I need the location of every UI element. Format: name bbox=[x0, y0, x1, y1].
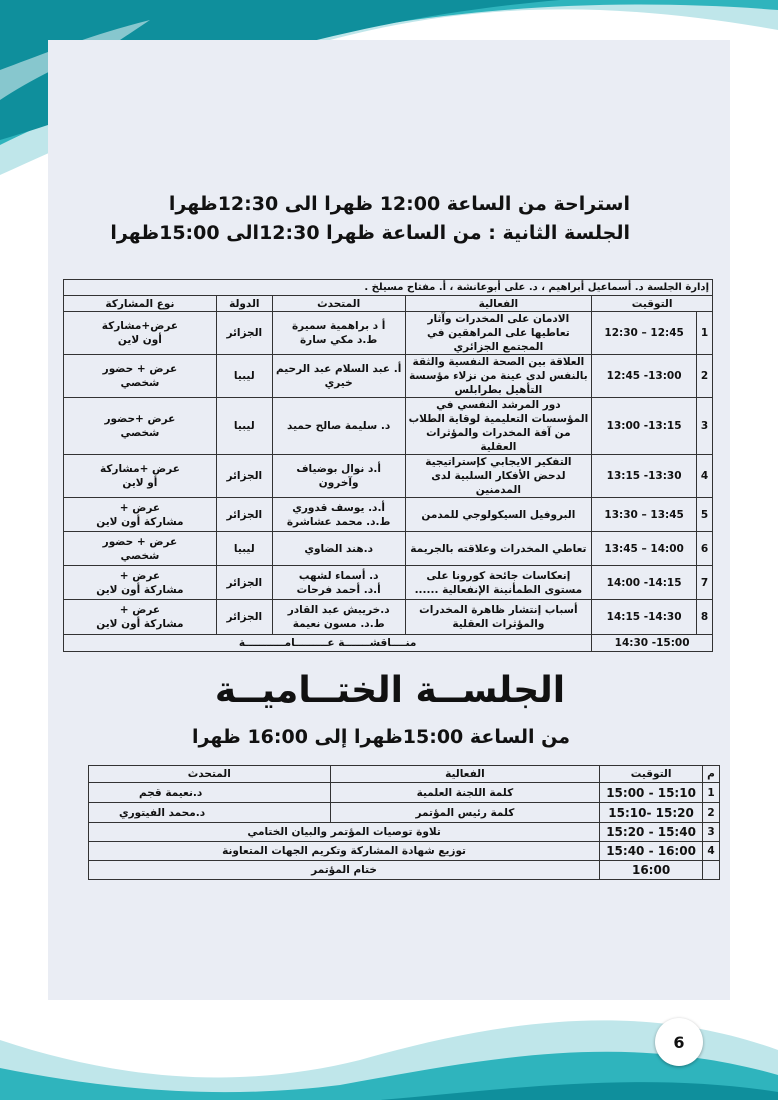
row-country: ليبيا bbox=[216, 532, 272, 566]
col-speaker: المتحدث bbox=[89, 766, 331, 783]
table-row bbox=[64, 312, 713, 355]
row-type: عرض +مشاركة أو لاين bbox=[64, 455, 217, 498]
break-heading: استراحة من الساعة 12:00 ظهرا الى 12:30ظهرا bbox=[168, 193, 630, 215]
row-number: 3 bbox=[703, 823, 720, 842]
row-number: 3 bbox=[697, 398, 713, 455]
row-time: 15:20 - 15:40 bbox=[600, 823, 703, 842]
table-row bbox=[89, 842, 720, 861]
row-country: ليبيا bbox=[216, 355, 272, 398]
row-speaker: أ.د. يوسف قدوري ط.د. محمد عشاشرة bbox=[272, 498, 405, 532]
row-activity: إنعكاسات جائحة كورونا على مستوى الطمأنينة الإنفعالية ...... bbox=[405, 566, 592, 600]
row-number: 7 bbox=[697, 566, 713, 600]
row-type: عرض + حضور شخصي bbox=[64, 355, 217, 398]
row-country: الجزائر bbox=[216, 312, 272, 355]
row-number: 8 bbox=[697, 600, 713, 635]
row-number: 2 bbox=[697, 355, 713, 398]
row-time: 15:10- 15:20 bbox=[600, 803, 703, 823]
row-type: عرض + حضور شخصي bbox=[64, 532, 217, 566]
row-activity: التفكير الايجابي كإستراتيجية لدحض الأفكار السلبية لدى المدمنين bbox=[405, 455, 592, 498]
row-speaker: د. أسماء لشهب أ.د. أحمد فرحات bbox=[272, 566, 405, 600]
row-number: 1 bbox=[697, 312, 713, 355]
row-number: 6 bbox=[697, 532, 713, 566]
row-time: 14:15 -14:30 bbox=[592, 600, 697, 635]
row-country: الجزائر bbox=[216, 498, 272, 532]
row-number: 1 bbox=[703, 783, 720, 803]
row-number: 2 bbox=[703, 803, 720, 823]
row-activity: البروفيل السيكولوجي للمدمن bbox=[405, 498, 592, 532]
table-row bbox=[89, 803, 720, 823]
row-time: 13:15 -13:30 bbox=[592, 455, 697, 498]
col-type: نوع المشاركة bbox=[64, 296, 217, 312]
row-country: ليبيا bbox=[216, 398, 272, 455]
row-time: 12:30 – 12:45 bbox=[592, 312, 697, 355]
row-number: 4 bbox=[697, 455, 713, 498]
discussion-row bbox=[64, 635, 713, 652]
row-time: 13:30 – 13:45 bbox=[592, 498, 697, 532]
col-country: الدولة bbox=[216, 296, 272, 312]
row-number: 5 bbox=[697, 498, 713, 532]
table-row bbox=[89, 823, 720, 842]
table-row bbox=[64, 398, 713, 455]
table-row bbox=[64, 532, 713, 566]
row-activity: أسباب إنتشار ظاهرة المخدرات والمؤثرات العقلية bbox=[405, 600, 592, 635]
row-country: الجزائر bbox=[216, 600, 272, 635]
session2-heading: الجلسة الثانية : من الساعة ظهرا 12:30الى 15:00ظهرا bbox=[110, 222, 630, 244]
col-activity: الفعالية bbox=[330, 766, 599, 783]
row-time: 13:45 – 14:00 bbox=[592, 532, 697, 566]
row-activity: ختام المؤتمر bbox=[89, 861, 600, 880]
col-time: التوقيت bbox=[592, 296, 713, 312]
row-speaker: أ د براهمية سميرة ط.د مكي سارة bbox=[272, 312, 405, 355]
row-activity: كلمة رئيس المؤتمر bbox=[330, 803, 599, 823]
row-country: الجزائر bbox=[216, 455, 272, 498]
row-activity: تعاطي المخدرات وعلاقته بالجريمة bbox=[405, 532, 592, 566]
row-type: عرض+مشاركة أون لاين bbox=[64, 312, 217, 355]
row-activity: الادمان على المخدرات وآثار تعاطيها على المراهقين في المجتمع الجزائري bbox=[405, 312, 592, 355]
row-activity: كلمة اللجنة العلمية bbox=[330, 783, 599, 803]
table-header bbox=[64, 296, 713, 312]
page-number: 6 bbox=[655, 1018, 703, 1066]
row-speaker: د. سليمة صالح حميد bbox=[272, 398, 405, 455]
row-time: 16:00 bbox=[600, 861, 703, 880]
row-type: عرض +حضور شخصي bbox=[64, 398, 217, 455]
row-time: 12:45 -13:00 bbox=[592, 355, 697, 398]
row-time: 14:00 -14:15 bbox=[592, 566, 697, 600]
table-row bbox=[64, 455, 713, 498]
row-number: 4 bbox=[703, 842, 720, 861]
row-time: 15:40 - 16:00 bbox=[600, 842, 703, 861]
row-speaker: أ. عبد السلام عبد الرحيم خيري bbox=[272, 355, 405, 398]
discussion-label: منــــاقشـــــــة عـــــــــامـــــــــــة bbox=[64, 635, 592, 652]
row-activity: توزيع شهادة المشاركة وتكريم الجهات المتعاونة bbox=[89, 842, 600, 861]
row-activity: دور المرشد النفسي في المؤسسات التعليمية لوقاية الطلاب من آفة المخدرات والمؤثرات العقلية bbox=[405, 398, 592, 455]
col-activity: الفعالية bbox=[405, 296, 592, 312]
row-time: 15:00 - 15:10 bbox=[600, 783, 703, 803]
col-time: التوقيت bbox=[600, 766, 703, 783]
table-row bbox=[64, 355, 713, 398]
closing-title: الجلســة الختــاميــة bbox=[214, 670, 566, 711]
session2-table bbox=[63, 279, 713, 652]
row-country: الجزائر bbox=[216, 566, 272, 600]
row-time: 13:00 -13:15 bbox=[592, 398, 697, 455]
row-speaker: د.محمد الفيتوري bbox=[89, 803, 331, 823]
table-row bbox=[89, 861, 720, 880]
session-chair: إدارة الجلسة د. أسماعيل أبراهيم ، د. على أبوعانشة ، أ. مفتاح مسيلخ . bbox=[64, 280, 713, 296]
table-row bbox=[64, 566, 713, 600]
row-activity: العلاقة بين الصحة النفسية والثقة بالنفس لدى عينة من نزلاء مؤسسة التأهيل بطرابلس bbox=[405, 355, 592, 398]
row-number bbox=[703, 861, 720, 880]
closing-table bbox=[88, 765, 720, 880]
table-row bbox=[64, 600, 713, 635]
row-speaker: أ.د نوال بوضياف وآخرون bbox=[272, 455, 405, 498]
row-activity: تلاوة توصيات المؤتمر والبيان الختامي bbox=[89, 823, 600, 842]
col-speaker: المتحدث bbox=[272, 296, 405, 312]
col-number: م bbox=[703, 766, 720, 783]
table-row bbox=[89, 783, 720, 803]
closing-time: من الساعة 15:00ظهرا إلى 16:00 ظهرا bbox=[192, 726, 570, 748]
row-type: عرض + مشاركة أون لاين bbox=[64, 600, 217, 635]
row-type: عرض + مشاركة أون لاين bbox=[64, 498, 217, 532]
row-time: 14:30 -15:00 bbox=[592, 635, 713, 652]
row-type: عرض + مشاركة أون لاين bbox=[64, 566, 217, 600]
table-header bbox=[89, 766, 720, 783]
table-row bbox=[64, 498, 713, 532]
row-speaker: د.هند الضاوي bbox=[272, 532, 405, 566]
row-speaker: د.خريبش عبد القادر ط.د. مسون نعيمة bbox=[272, 600, 405, 635]
row-speaker: د.نعيمة قجم bbox=[89, 783, 331, 803]
